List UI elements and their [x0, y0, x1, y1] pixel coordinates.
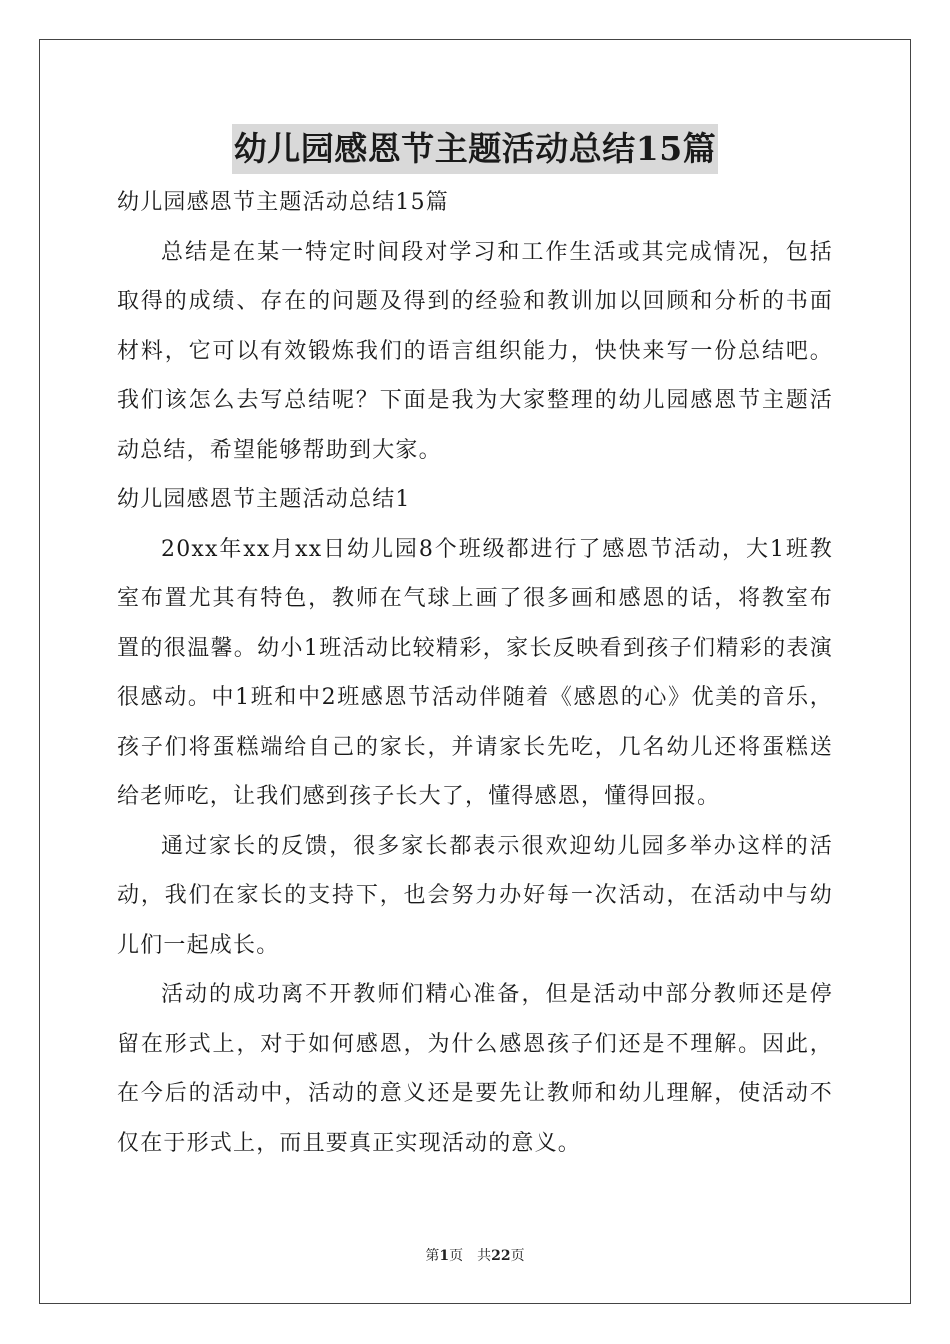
- total-suffix: 页: [510, 1248, 525, 1264]
- body-paragraph-1: 20xx年xx月xx日幼儿园8个班级都进行了感恩节活动，大1班教室布置尤其有特色，教师在气球上画了很多画和感恩的话，将教室布置的很温馨。幼小1班活动比较精彩，家长反映看到孩子们精彩的表演很感动。中1班和中2班感恩节活动伴随着《感恩的心》优美的音乐，孩子们将蛋糕端给自己的家长，并请家长先吃，几名幼儿还将蛋糕送给老师吃，让我们感到孩子长大了，懂得感恩，懂得回报。: [117, 536, 833, 809]
- total-prefix: 共: [477, 1248, 492, 1264]
- page-footer: [0, 1245, 950, 1265]
- document-title-wrapper: [0, 124, 950, 174]
- total-pages: 22: [491, 1248, 511, 1264]
- document-title: 幼儿园感恩节主题活动总结15篇: [232, 124, 718, 174]
- body-paragraph-2: 通过家长的反馈，很多家长都表示很欢迎幼儿园多举办这样的活动，我们在家长的支持下，也会努力办好每一次活动，在活动中与幼儿们一起成长。: [117, 833, 833, 958]
- page-suffix: 页: [449, 1248, 464, 1264]
- page-prefix: 第: [425, 1248, 440, 1264]
- document-body: [117, 178, 833, 1168]
- section-heading-1: 幼儿园感恩节主题活动总结1: [117, 487, 411, 512]
- page-number: 1: [439, 1248, 450, 1264]
- subtitle-heading: 幼儿园感恩节主题活动总结15篇: [117, 190, 449, 215]
- body-paragraph-3: 活动的成功离不开教师们精心准备，但是活动中部分教师还是停留在形式上，对于如何感恩，为什么感恩孩子们还是不理解。因此，在今后的活动中，活动的意义还是要先让教师和幼儿理解，使活动不仅在于形式上，而且要真正实现活动的意义。: [117, 982, 833, 1156]
- intro-paragraph: 总结是在某一特定时间段对学习和工作生活或其完成情况，包括取得的成绩、存在的问题及得到的经验和教训加以回顾和分析的书面材料，它可以有效锻炼我们的语言组织能力，快快来写一份总结吧。我们该怎么去写总结呢？下面是我为大家整理的幼儿园感恩节主题活动总结，希望能够帮助到大家。: [117, 239, 833, 463]
